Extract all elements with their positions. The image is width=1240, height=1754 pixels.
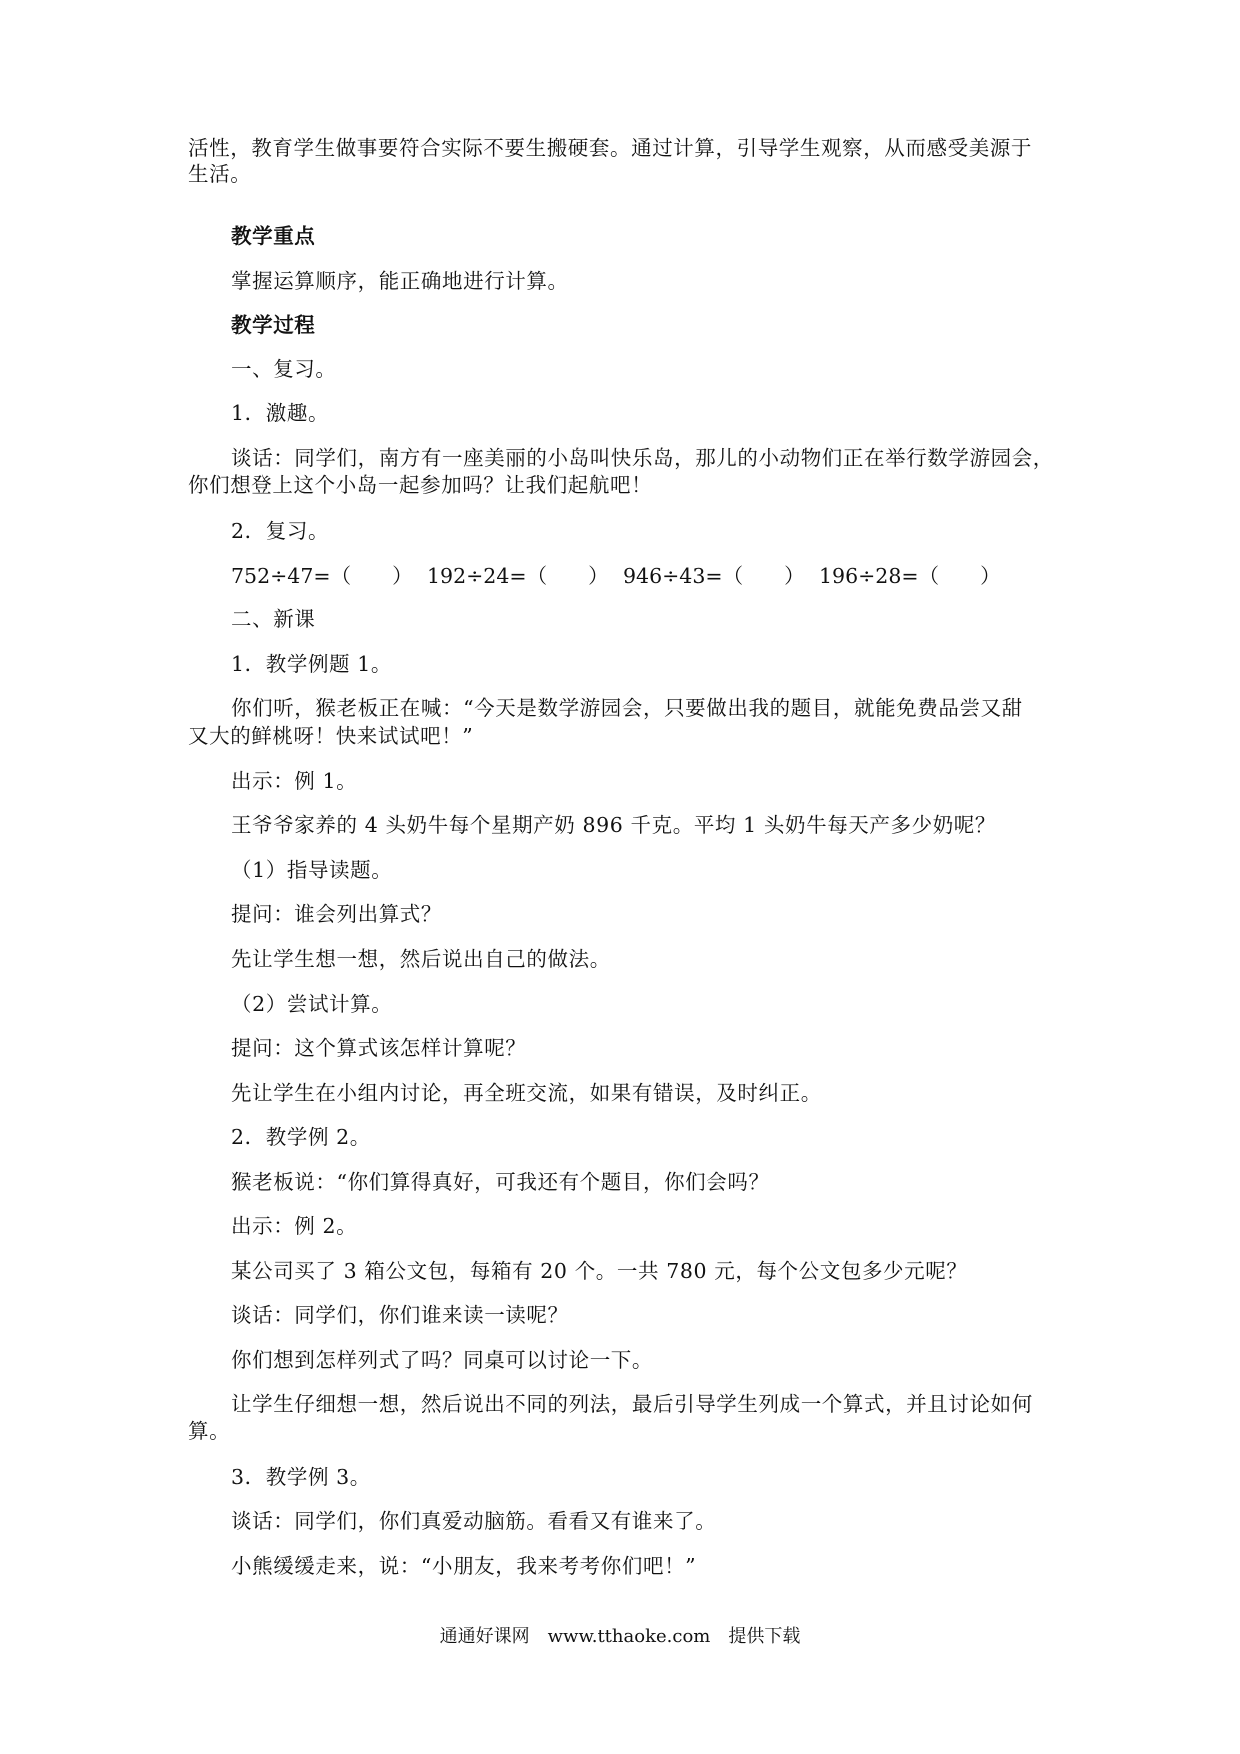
section-heading-key-points: 教学重点 [231, 224, 316, 248]
calculation-item: 946÷43=（ ） [623, 564, 805, 588]
paragraph-line: 出示：例 1。 [231, 769, 358, 793]
paragraph-line: 谈话：同学们，你们谁来读一读呢？ [231, 1303, 569, 1327]
paragraph-line: 提问：谁会列出算式？ [231, 902, 442, 926]
step-heading: 1．教学例题 1。 [231, 652, 393, 676]
paragraph-line: 小熊缓缓走来，说：“小朋友，我来考考你们吧！” [231, 1554, 697, 1578]
paragraph-line: 又大的鲜桃呀！快来试试吧！” [188, 724, 474, 748]
paragraph-line: （2）尝试计算。 [231, 992, 393, 1016]
calculation-item: 192÷24=（ ） [427, 564, 609, 588]
paragraph-line: 你们想到怎样列式了吗？同桌可以讨论一下。 [231, 1348, 653, 1372]
calculation-item: 752÷47=（ ） [231, 564, 413, 588]
paragraph-line: 你们听，猴老板正在喊：“今天是数学游园会，只要做出我的题目，就能免费品尝又甜 [231, 696, 1023, 720]
paragraph-line: 生活。 [188, 162, 252, 186]
calculation-row [231, 561, 1031, 591]
step-heading: 2．教学例 2。 [231, 1125, 371, 1149]
section-heading-process: 教学过程 [231, 313, 316, 337]
paragraph-line: 掌握运算顺序，能正确地进行计算。 [231, 269, 569, 293]
calculation-item: 196÷28=（ ） [819, 564, 1001, 588]
paragraph-line: 谈话：同学们，南方有一座美丽的小岛叫快乐岛，那儿的小动物们正在举行数学游园会， [231, 446, 1054, 470]
paragraph-line: 让学生仔细想一想，然后说出不同的列法，最后引导学生列成一个算式，并且讨论如何 [231, 1392, 1033, 1416]
paragraph-line: 提问：这个算式该怎样计算呢？ [231, 1036, 527, 1060]
paragraph-line: 猴老板说：“你们算得真好，可我还有个题目，你们会吗？ [231, 1170, 770, 1194]
paragraph-line: 先让学生在小组内讨论，再全班交流，如果有错误，及时纠正。 [231, 1081, 822, 1105]
step-heading: 1．激趣。 [231, 401, 330, 425]
step-heading: 2．复习。 [231, 519, 330, 543]
paragraph-line: 你们想登上这个小岛一起参加吗？让我们起航吧！ [188, 473, 653, 497]
paragraph-line: 算。 [188, 1419, 231, 1443]
paragraph-line: 活性，教育学生做事要符合实际不要生搬硬套。通过计算，引导学生观察，从而感受美源于 [188, 136, 1032, 160]
paragraph-line: 谈话：同学们，你们真爱动脑筋。看看又有谁来了。 [231, 1509, 717, 1533]
subsection-heading: 一、复习。 [231, 357, 337, 381]
paragraph-line: 出示：例 2。 [231, 1214, 358, 1238]
paragraph-line: 王爷爷家养的 4 头奶牛每个星期产奶 896 千克。平均 1 头奶牛每天产多少奶呢？ [231, 813, 997, 837]
page-footer: 通通好课网 www.tthaoke.com 提供下载 [439, 1626, 801, 1647]
paragraph-line: （1）指导读题。 [231, 858, 393, 882]
paragraph-line: 先让学生想一想，然后说出自己的做法。 [231, 947, 611, 971]
paragraph-line: 某公司买了 3 箱公文包，每箱有 20 个。一共 780 元，每个公文包多少元呢？ [231, 1259, 968, 1283]
step-heading: 3．教学例 3。 [231, 1465, 371, 1489]
subsection-heading: 二、新课 [231, 607, 316, 631]
